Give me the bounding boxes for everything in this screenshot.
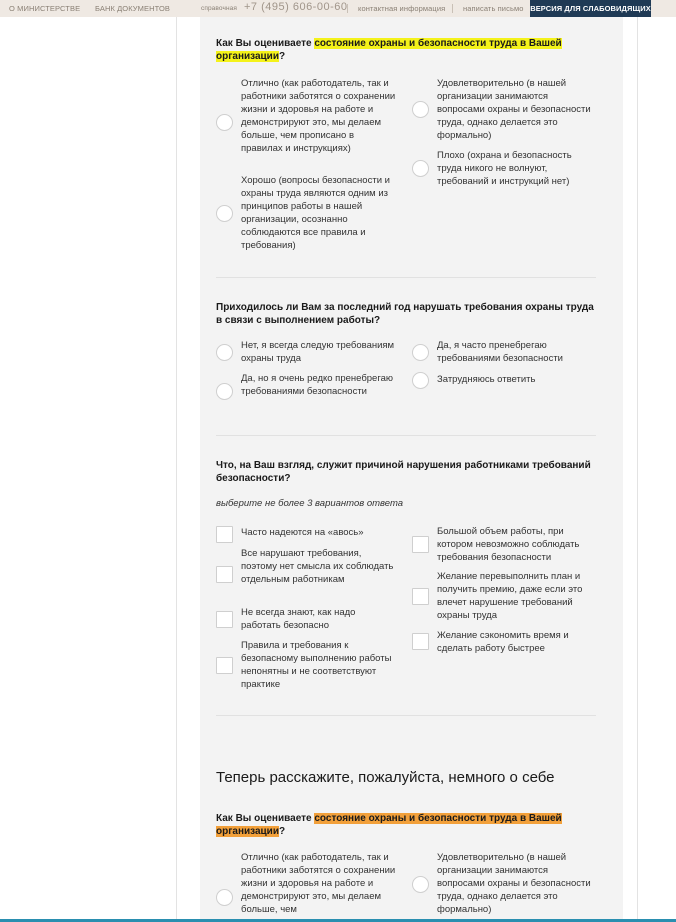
q3-label-everyone: Все нарушают требования, поэтому нет смысла их соблюдать отдельным работникам [241,548,394,585]
nav-link-write-letter[interactable]: написать письмо [463,4,524,13]
q2-radio-often[interactable] [412,344,429,361]
q3-label-avos: Часто надеются на «авось» [241,527,364,538]
question-1-highlight: состояние охраны и безопасности труда в Вашей организации [216,38,562,62]
q2-label-unsure: Затрудняюсь ответить [437,374,536,385]
left-divider [176,17,177,922]
q2-radio-never[interactable] [216,344,233,361]
section-divider [216,435,596,436]
q3-checkbox-avos[interactable] [216,526,233,543]
q1-label-satisfactory: Удовлетворительно (в нашей организации занимаются вопросами охраны и безопасности труда, однако делается это формально) [437,78,591,141]
question-3-title: Что, на Ваш взгляд, служит причиной нарушения работниками требований безопасности? [216,460,591,484]
question-1-title: Как Вы оцениваете состояние охраны и безопасности труда в Вашей организации? [216,38,562,62]
q1-label-bad: Плохо (охрана и безопасность труда никого не волнуют, требований и инструкций нет) [437,150,572,187]
q2-label-rarely: Да, но я очень редко пренебрегаю требованиями безопасности [241,373,393,397]
q3-label-rules-unclear: Правила и требования к безопасному выполнению работы непонятны и не соответствуют практике [241,640,392,690]
section-divider [216,715,596,716]
q2-label-often: Да, я часто пренебрегаю требованиями безопасности [437,340,563,364]
question-4-title: Как Вы оцениваете состояние охраны и безопасности труда в Вашей организации? [216,813,562,837]
q2-radio-rarely[interactable] [216,383,233,400]
q1-radio-good[interactable] [216,205,233,222]
section-divider [216,277,596,278]
q1-radio-excellent[interactable] [216,114,233,131]
q3-label-dont-know: Не всегда знают, как надо работать безопасно [241,607,356,631]
q4-radio-excellent[interactable] [216,889,233,906]
q3-checkbox-bonus[interactable] [412,588,429,605]
q1-label-excellent: Отлично (как работодатель, так и работники заботятся о сохранении жизни и здоровья на работе и демонстрируют это, мы делаем больше, чем прописано в правилах и инструкциях) [241,78,396,154]
top-bar [0,0,676,17]
q3-checkbox-workload[interactable] [412,536,429,553]
accessibility-version-button[interactable]: ВЕРСИЯ ДЛЯ СЛАБОВИДЯЩИХ [530,0,651,17]
topbar-separator [347,4,348,13]
q3-checkbox-dont-know[interactable] [216,611,233,628]
q4-label-satisfactory: Удовлетворительно (в нашей организации занимаются вопросами охраны и безопасности труда, однако делается это формально) [437,852,591,915]
question-3-hint: выберите не более 3 вариантов ответа [216,498,404,509]
about-yourself-heading: Теперь расскажите, пожалуйста, немного о себе [216,769,555,786]
q2-label-never: Нет, я всегда следую требованиям охраны труда [241,340,395,364]
nav-link-contacts[interactable]: контактная информация [358,4,446,13]
nav-link-documents[interactable]: БАНК ДОКУМЕНТОВ [95,4,171,13]
q3-label-workload: Большой объем работы, при котором невозможно соблюдать требования безопасности [437,526,580,563]
topbar-separator [452,4,453,13]
q1-radio-bad[interactable] [412,160,429,177]
nav-link-ministry[interactable]: О МИНИСТЕРСТВЕ [9,4,81,13]
q3-checkbox-rules-unclear[interactable] [216,657,233,674]
q4-label-excellent: Отлично (как работодатель, так и работники заботятся о сохранении жизни и здоровья на работе и демонстрируют это, мы делаем больше, чем [241,852,396,915]
question-4-highlight: состояние охраны и безопасности труда в Вашей организации [216,813,562,837]
question-2-title: Приходилось ли Вам за последний год нарушать требования охраны труда в связи с выполнением работы? [216,302,594,326]
q1-radio-satisfactory[interactable] [412,101,429,118]
q3-checkbox-everyone[interactable] [216,566,233,583]
q3-checkbox-save-time[interactable] [412,633,429,650]
q2-radio-unsure[interactable] [412,372,429,389]
q3-label-save-time: Желание сэкономить время и сделать работу быстрее [437,630,569,654]
phone-label: справочная [201,5,237,12]
q4-radio-satisfactory[interactable] [412,876,429,893]
q1-label-good: Хорошо (вопросы безопасности и охраны труда являются одним из принципов работы в нашей организации, осознанно соблюдаются все правила и требования) [241,175,390,251]
q3-label-bonus: Желание перевыполнить план и получить премию, даже если это влечет нарушение требований охраны труда [437,571,583,621]
phone-number[interactable]: +7 (495) 606-00-60 [244,1,348,13]
right-divider [637,17,638,922]
